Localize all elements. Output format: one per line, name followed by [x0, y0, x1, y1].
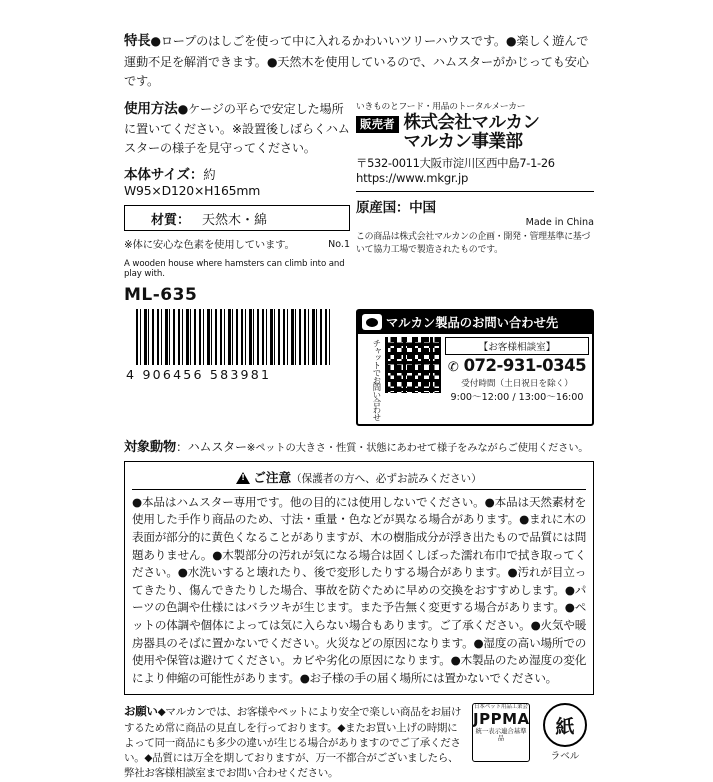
- material-note: ※体に安心な色素を使用しています。: [124, 239, 295, 252]
- chat-label: チャットでお問い合わせ: [372, 339, 382, 421]
- target-animal: [124, 436, 594, 455]
- barcode-block: [124, 309, 356, 382]
- request-section: [124, 703, 462, 781]
- mark-icons: [462, 703, 594, 762]
- jppma-top-text: 日本ペット用品工業会: [474, 704, 528, 711]
- caution-subtitle: （保護者の方へ、必ずお読みください）: [291, 472, 482, 485]
- caution-title: [132, 467, 586, 490]
- dog-icon: [362, 314, 382, 330]
- target-note: ※ペットの大きさ・性質・状態にあわせて様子をみながらご使用ください。: [246, 441, 589, 454]
- origin-label: 原産国：中国: [356, 200, 436, 217]
- hours-label: 受付時間（土日祝日を除く）: [461, 378, 573, 389]
- caution-body: ●本品はハムスター専用です。他の目的には使用しないでください。●本品は天然素材を使用した手作り商品のため、寸法・重量・色などが異なる場合があります。●まれに木の表面が部分的に黄色くなることがありますが、木の樹脂成分が浮き出たもので品質には問題ありません。●木製部分の汚れが気になる場合は固くしぼった濡れ布巾で拭き取ってください。●水洗いすると壊れたり、後で変形したりする場合があります。●汚れが目立ってきたり、傷んできたりした場合、事故を防ぐために早めの交換をおすすめします。●パーツの色調や仕様にはバラツキが生じます。また予告無く変更する場合があります。●ペットの体調や個体によっては気に入らない場合もあります。ご了承ください。●火気や暖房器具のそばに置かないでください。火災などの原因になります。●湿度の高い場所での使用や保管は避けてください。カビや劣化の原因になります。●木製品のため湿度の変化により伸縮の可能性があります。●お子様の手の届く場所には置かないでください。: [132, 494, 586, 685]
- feature-section: [124, 32, 594, 91]
- right-column: [356, 99, 594, 306]
- request-heading: お願い: [124, 704, 158, 719]
- contact-header: [358, 311, 592, 334]
- maker-address: 〒532-0011大阪市淀川区西中島7-1-26: [356, 155, 555, 170]
- barcode-leading-digit: 4: [126, 367, 137, 383]
- target-value: ：ハムスター: [175, 439, 247, 454]
- material-label: 材質：: [151, 212, 191, 228]
- request-body: ◆マルカンでは、お客様やペットにより安全で楽しい商品をお届けするため常に商品の見直しを行っております。◆またお買い上げの時期によって同一商品にも多少の違いが生じる場合がありますのでご了承ください。◆品質には万全を期しておりますが、万一不都合がございましたら、弊社お客様相談室までお問い合わせください。: [124, 706, 462, 780]
- size-value: 約W95×D120×H165mm: [124, 167, 261, 199]
- usage-text: ●ケージの平らで安定した場所に置いてください。※設置後しばらくハムスターの様子を見守ってください。: [124, 101, 350, 155]
- maker-name-line1: 株式会社マルカン: [403, 112, 540, 133]
- recycle-label: ラベル: [550, 751, 580, 763]
- warning-icon: [236, 472, 250, 484]
- left-column: [124, 99, 356, 306]
- tel-number[interactable]: [445, 357, 589, 375]
- jppma-mark: [472, 703, 530, 762]
- origin-note: この商品は株式会社マルカンの企画・開発・管理基準に基づいて協力工場で製造されたものです。: [356, 232, 591, 256]
- tel-column: [445, 337, 589, 420]
- phone-icon: ✆: [447, 360, 459, 376]
- maker-tagline: いきものとフード・用品のトータルメーカー: [356, 101, 526, 112]
- caution-title-text: ご注意: [253, 469, 292, 485]
- english-description: A wooden house where hamsters can climb into and play with.: [124, 259, 345, 280]
- maker-name: [404, 114, 540, 153]
- barcode-digits: 906456 583981: [142, 367, 272, 383]
- item-number: No.1: [328, 239, 350, 251]
- material-value: 天然木・綿: [202, 212, 268, 228]
- made-in-text: Made in China: [525, 217, 594, 229]
- feature-heading: 特長: [124, 34, 151, 49]
- maker-url: https://www.mkgr.jp: [356, 171, 469, 186]
- maker-name-line2: マルカン事業部: [403, 132, 523, 153]
- mid-columns: [124, 99, 594, 306]
- usage-heading: 使用方法: [124, 100, 178, 117]
- contact-body: [358, 334, 592, 423]
- contact-box: [356, 309, 594, 425]
- size-section: [124, 163, 350, 198]
- recycle-mark: [536, 703, 594, 762]
- barcode-image: [136, 309, 332, 365]
- barcode-number: [124, 367, 356, 382]
- hours-value: 9:00〜12:00 / 13:00〜16:00: [450, 391, 584, 403]
- product-label: [124, 32, 594, 780]
- jppma-name: JPPMA: [473, 710, 530, 729]
- tel-text: 072-931-0345: [463, 356, 587, 376]
- jppma-bottom-text: 統一表示連合基準品: [475, 726, 527, 743]
- origin-box: [356, 191, 594, 257]
- barcode-contact-row: [124, 309, 594, 425]
- usage-section: [124, 99, 350, 158]
- caution-box: [124, 461, 594, 696]
- recycle-icon: 紙: [543, 703, 587, 747]
- model-number: ML-635: [124, 285, 198, 306]
- contact-header-text: マルカン製品のお問い合わせ先: [386, 316, 559, 331]
- customer-room-label: 【お客様相談室】: [445, 337, 589, 355]
- footer: [124, 703, 594, 781]
- size-heading: 本体サイズ：: [124, 167, 204, 184]
- maker-row: [356, 114, 594, 153]
- target-heading: 対象動物: [124, 439, 176, 455]
- qr-code[interactable]: [385, 337, 441, 393]
- feature-text: ●ロープのはしごを使って中に入れるかわいいツリーハウスです。●楽しく遊んで運動不足を解消できます。●天然木を使用しているので、ハムスターがかじっても安心です。: [124, 34, 589, 88]
- maker-label: 販売者: [356, 116, 399, 134]
- material-box: [124, 205, 350, 231]
